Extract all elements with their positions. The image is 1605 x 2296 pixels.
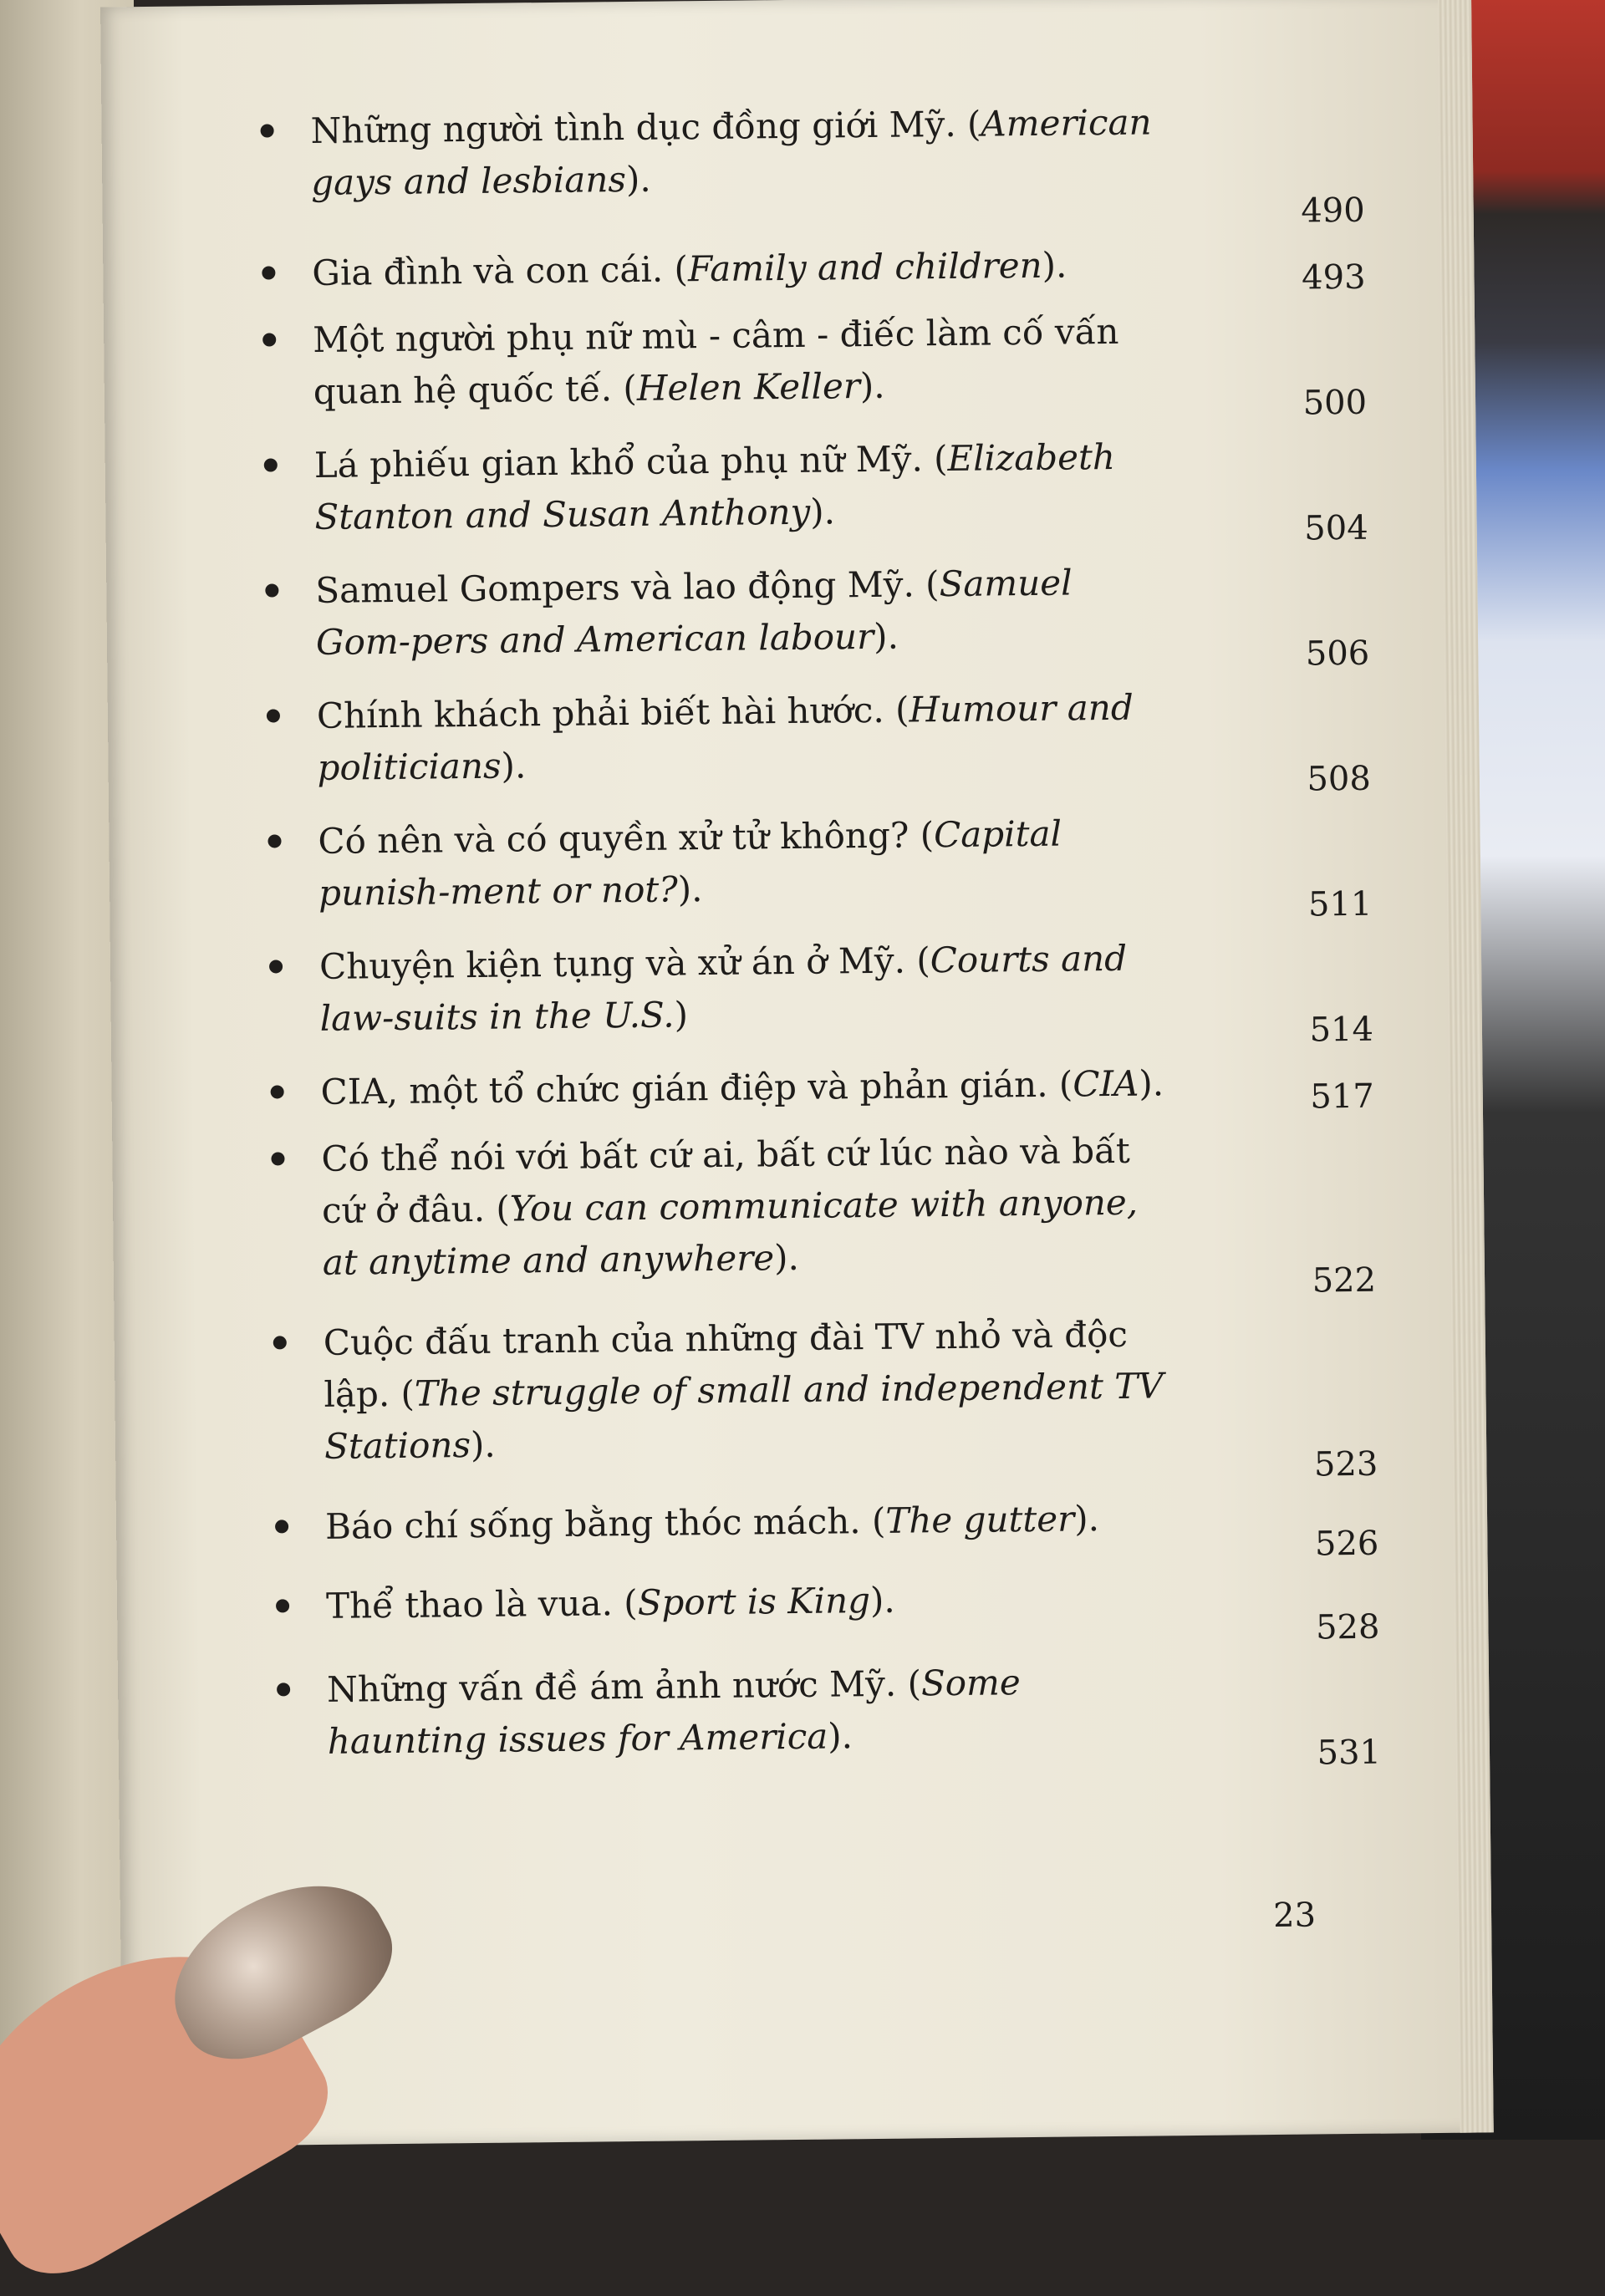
toc-entry [264, 1306, 1453, 1502]
entry-en: Samuel Gom-pers and American labour [315, 562, 1073, 663]
entry-vi: Có nên và có quyền xử tử không? ( [318, 814, 935, 862]
toc-entry [259, 804, 1447, 942]
entry-title [323, 1308, 1177, 1473]
entry-en: Sport is King [637, 1580, 871, 1623]
entry-tail: ). [869, 1579, 895, 1621]
entry-tail: ). [827, 1715, 853, 1757]
entry-vi: Thể thao là vua. ( [325, 1581, 638, 1627]
entry-page-number: 526 [1314, 1524, 1379, 1564]
entry-tail: ). [677, 868, 703, 910]
bullet-icon [271, 1152, 284, 1165]
entry-title [327, 1655, 1180, 1768]
entry-vi: Chính khách phải biết hài hước. ( [316, 689, 910, 736]
entry-tail: ). [470, 1423, 496, 1466]
toc-entry [252, 94, 1440, 248]
toc-entry [268, 1569, 1455, 1665]
entry-vi: Lá phiếu gian khổ của phụ nữ Mỹ. ( [313, 438, 948, 486]
entry-vi: Chuyện kiện tụng và xử án ở Mỹ. ( [318, 939, 930, 987]
entry-page-number: 528 [1315, 1607, 1380, 1647]
entry-vi: Có thể nói với bất cứ ai, bất cứ lúc nào và bất cứ ở đâu. ( [321, 1129, 1130, 1231]
entry-en: Helen Keller [636, 365, 861, 409]
entry-page-number: 504 [1304, 508, 1368, 548]
entry-title [313, 305, 1166, 418]
entry-en: American gays and lesbians [310, 101, 1152, 203]
entry-vi: Samuel Gompers và lao động Mỹ. ( [315, 563, 940, 611]
entry-en: Family and children [687, 244, 1042, 290]
entry-vi: Báo chí sống bằng thóc mách. ( [324, 1499, 886, 1547]
entry-tail: ). [873, 615, 899, 657]
entry-title [318, 807, 1171, 919]
entry-title [315, 556, 1169, 669]
toc-entry [255, 428, 1443, 566]
entry-tail: ). [1073, 1498, 1100, 1540]
entry-en: You can communicate with anyone, at anytime and anywhere [322, 1181, 1139, 1283]
entry-page-number: 508 [1307, 759, 1372, 799]
entry-page-number: 506 [1305, 634, 1370, 674]
bullet-icon [275, 1520, 288, 1533]
entry-page-number: 500 [1302, 383, 1368, 423]
toc-entry [262, 1055, 1450, 1134]
entry-en: Elizabeth Stanton and Susan Anthony [314, 435, 1116, 537]
entry-en: Some haunting issues for America [327, 1662, 1021, 1762]
toc-entry [262, 1122, 1451, 1318]
entry-tail: ). [625, 158, 651, 201]
book-page [100, 0, 1494, 2146]
table-of-contents [252, 94, 1456, 1790]
entry-tail: ). [1042, 244, 1067, 286]
bullet-icon [271, 1085, 284, 1098]
entry-vi: Một người phụ nữ mù - câm - điếc làm cố vấn quan hệ quốc tế. ( [312, 310, 1119, 412]
toc-entry [257, 553, 1444, 691]
toc-entry [267, 1489, 1455, 1581]
entry-page-number: 517 [1310, 1077, 1375, 1117]
entry-vi: Cuộc đấu tranh của những đài TV nhỏ và độc lập. ( [323, 1313, 1129, 1415]
toc-entry [254, 303, 1442, 440]
entry-tail: ). [859, 364, 885, 407]
entry-vi: CIA, một tổ chức gián điệp và phản gián. ( [320, 1063, 1073, 1112]
entry-page-number: 511 [1307, 884, 1373, 924]
entry-title [310, 96, 1164, 209]
entry-title [321, 1124, 1175, 1289]
bullet-icon [276, 1599, 289, 1612]
entry-en: CIA [1073, 1062, 1139, 1105]
entry-title [326, 1571, 1180, 1632]
entry-tail: ). [1139, 1062, 1164, 1104]
entry-tail: ). [501, 745, 527, 787]
entry-page-number: 514 [1309, 1010, 1374, 1050]
folio-page-number: 23 [1272, 1896, 1317, 1936]
entry-vi: Những người tình dục đồng giới Mỹ. ( [310, 103, 981, 151]
entry-vi: Gia đình và con cái. ( [312, 248, 689, 293]
entry-page-number: 522 [1312, 1260, 1377, 1301]
entry-en: Courts and law-suits in the U.S. [319, 937, 1128, 1039]
entry-title [317, 681, 1170, 794]
entry-title [312, 238, 1165, 299]
entry-tail: ) [674, 994, 689, 1036]
toc-entry [268, 1652, 1456, 1790]
entry-page-number: 523 [1313, 1444, 1378, 1484]
entry-en: The gutter [885, 1498, 1075, 1541]
bullet-icon [262, 266, 275, 279]
bullet-icon [269, 960, 283, 973]
entry-en: Humour and politicians [317, 686, 1134, 788]
entry-title [313, 430, 1167, 543]
entry-tail: ). [773, 1236, 800, 1279]
entry-title [320, 1057, 1174, 1118]
entry-page-number: 490 [1301, 191, 1365, 231]
bullet-icon [264, 458, 278, 471]
entry-tail: ). [809, 491, 836, 532]
bullet-icon [277, 1683, 290, 1696]
entry-en: Capital punish-ment or not? [318, 812, 1062, 914]
entry-page-number: 531 [1317, 1733, 1382, 1773]
bullet-icon [262, 333, 276, 346]
bullet-icon [261, 124, 274, 137]
entry-title [319, 932, 1173, 1045]
entry-page-number: 493 [1301, 257, 1366, 298]
entry-en: The struggle of small and independent TV Stations [324, 1365, 1164, 1467]
bullet-icon [268, 834, 281, 848]
entry-title [325, 1492, 1179, 1553]
toc-entry [253, 236, 1441, 315]
bullet-icon [267, 709, 280, 722]
bullet-icon [273, 1336, 287, 1349]
entry-vi: Những vấn đề ám ảnh nước Mỹ. ( [326, 1662, 922, 1710]
toc-entry [258, 679, 1446, 817]
toc-entry [261, 929, 1449, 1067]
bullet-icon [265, 583, 278, 597]
